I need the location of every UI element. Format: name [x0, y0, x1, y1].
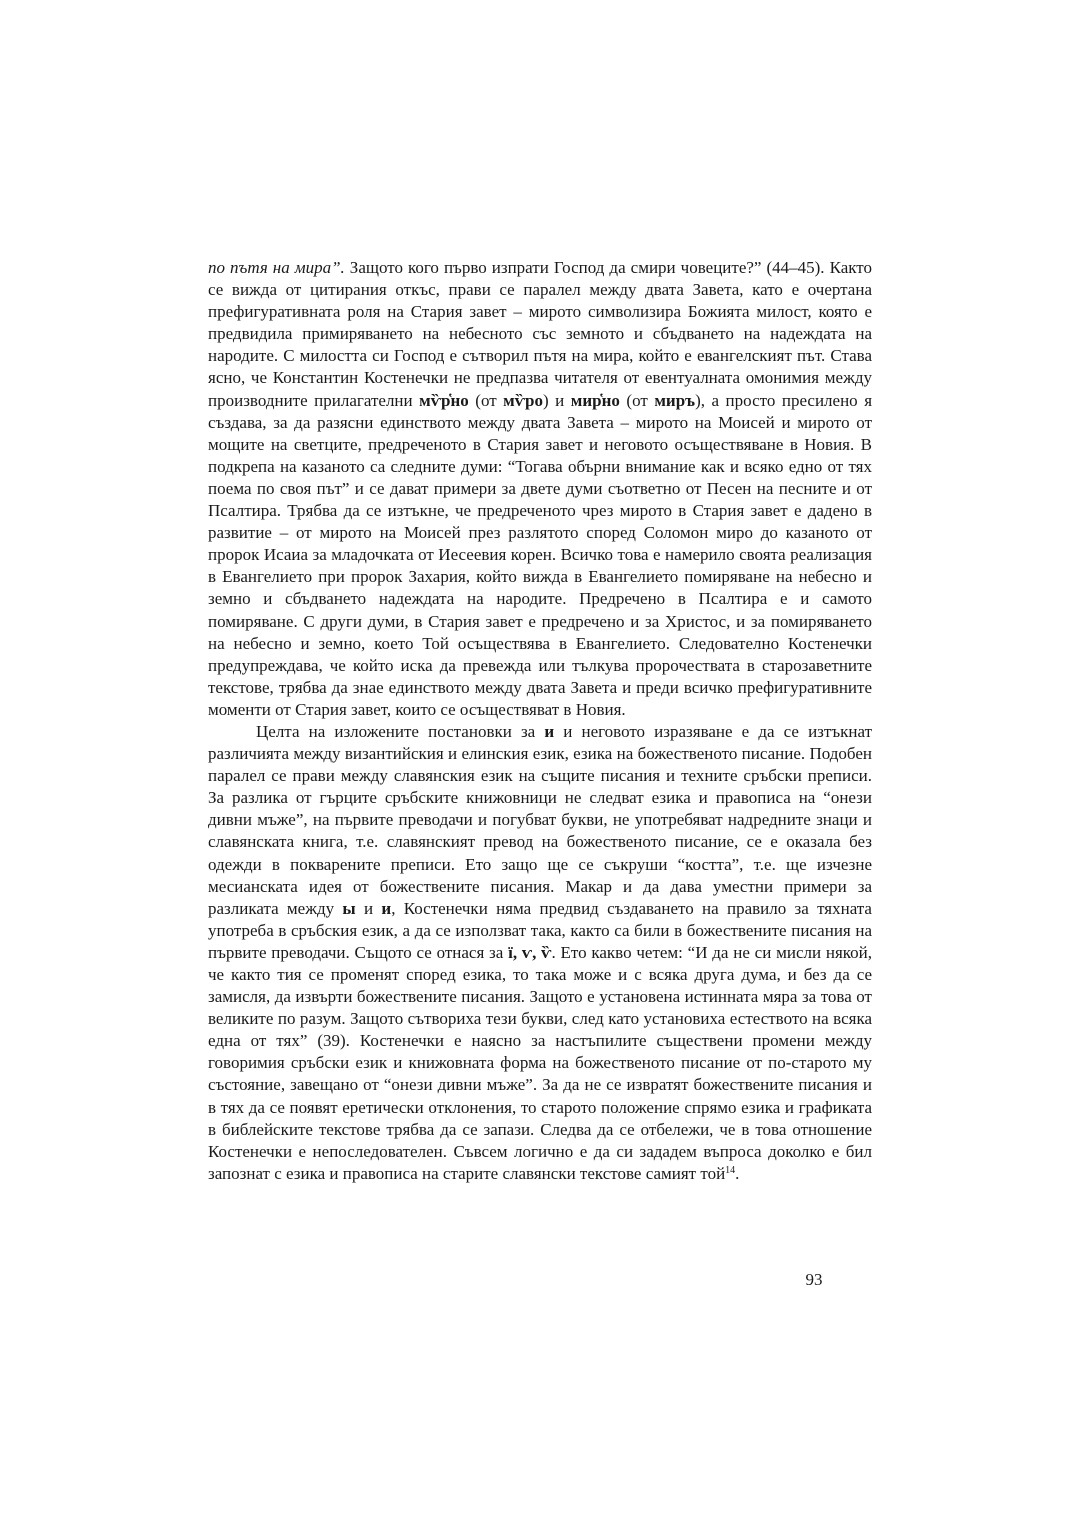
- church-slavonic-word: миръ: [654, 390, 696, 410]
- text-run: Целта на изложените постановки за: [256, 721, 545, 741]
- church-slavonic-letter: ы: [342, 898, 356, 918]
- church-slavonic-letter: и: [381, 898, 392, 918]
- page-body: [208, 257, 872, 1185]
- text-run: . Ето какво четем: “И да не си мисли някой, че както тия се променят според езика, то така може и с всяка друга дума, и без да се замисля, да извърти божествените писания. Защото е установена истинната мяра за това от великите по разум. Защото сътвориха тези букви, след като установиха естеството на всяка една от тях” (39). Костенечки е наясно за настъпилите съществени промени между говоримия сръбски език и книжовната форма на божественото писание от по-старото му състояние, завещано от “онези дивни мъже”. За да не се извратят божествените писания и в тях да се появят еретически отклонения, то старото положение спрямо езика и графиката в библейските текстове трябва да се запази. Следва да се отбележи, че в това отношение Костенечки е непоследователен. Съвсем логично е да си зададем въпроса доколко е бил запознат с езика и правописа на старите славянски текстове самият той: [208, 942, 873, 1183]
- text-run: ), а просто пресилено я създава, за да разясни единството между двата Завета – мирото на Моисей и мирото от мощите на светците, предреченото в Стария завет и неговото осъществяване в Новия. В подкрепа на казаното са следните думи: “Тогава обърни внимание как и всяко едно от тях поема по своя път” и се дават примери за двете думи съответно от Песен на песните и от Псалтира. Трябва да се изтъкне, че предреченото чрез мирото в Стария завет е дадено в развитие – от мирото на Моисей през разлятото според Соломон миро до казаното от пророк Исаиа за младочката от Иесеевия корен. Всичко това е намерило своята реализация в Евангелието при пророк Захария, който вижда в Евангелието помиряване на небесно и земно и сбъдването надеждата на народите. Предречено в Псалтира е и самото помиряване. С други думи, в Стария завет е предречено и за Христос, и за помиряването на небесно и земно, което Той осъществява в Евангелието. Следователно Костенечки предупреждава, че който иска да превежда или тълкува пророчествата в старозаветните текстове, трябва да знае единството между двата Завета и преди всичко префигуративните моменти от Стария завет, които се осъществяват в Новия.: [208, 390, 873, 719]
- text-run: .: [735, 1163, 740, 1183]
- paragraph-2: [208, 721, 872, 1185]
- text-run: и неговото изразяване е да се изтъкнат различията между византийския и елинския език, езика на божественото писание. Подобен паралел се прави между славянския език на същите писания и техните сръбски преписи. За разлика от гърците сръбските книжовници не следват езика и правописа на “онези дивни мъже”, на първите преводачи и погубват букви, не употребяват надредните знаци и славянската книга, т.е. славянският превод на божественото писание, се е оказала без одежди в покварените преписи. Ето защо ще се съкруши “костта”, т.е. ще изчезне месианската идея от божествените писания. Макар и да дава уместни примери за разликата между: [208, 721, 873, 918]
- page-number: [0, 1269, 1080, 1291]
- text-run: ) и: [543, 390, 571, 410]
- text-run: (от: [619, 390, 655, 410]
- church-slavonic-letter: и: [544, 721, 555, 741]
- church-slavonic-word: мир҅но: [570, 390, 620, 410]
- footnote-reference[interactable]: 14: [725, 1164, 736, 1176]
- text-run: (от: [468, 390, 504, 410]
- text-run: Защото кого първо изпрати Господ да смири човеците?” (44–45). Както се вижда от цитирания откъс, прави се паралел между двата Завета, като е очертана префигуративната роля на Стария завет – мирото символизира Божията милост, която е предвидила примиряването на небесното със земното и сбъдването на надеждата на народите. С милостта си Господ е сътворил пътя на мира, който е евангелският път. Става ясно, че Константин Костенечки не предпазва читателя от евентуалната омонимия между производните прилагателни: [208, 258, 872, 410]
- page-number-text: 93: [805, 1270, 823, 1289]
- church-slavonic-word: мѷр҅но: [419, 390, 469, 410]
- text-run: и: [355, 898, 382, 918]
- church-slavonic-letters: ї, ѵ, ѷ: [508, 942, 552, 962]
- church-slavonic-word: мѷро: [503, 390, 543, 410]
- text-run: , Костенечки няма предвид създаването на правило за тяхната употреба в сръбския език, а да се използват така, както са били в божествените писания на първите преводачи. Същото се отнася за: [208, 898, 872, 962]
- italic-quote: по пътя на мира”.: [208, 258, 345, 277]
- paragraph-1: [208, 257, 872, 721]
